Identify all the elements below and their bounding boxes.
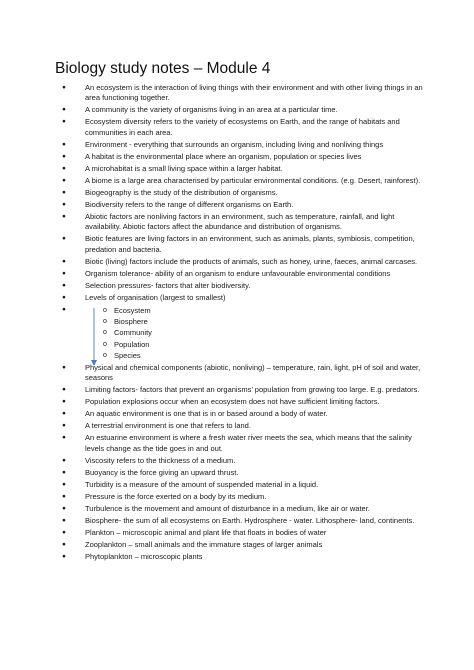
list-item — [85, 140, 423, 150]
level-label: Ecosystem — [114, 305, 151, 315]
sub-bullet: o — [103, 317, 107, 325]
levels-list — [85, 305, 423, 361]
list-item-text: Abiotic factors are nonliving factors in an environment, such as temperature, rainfall, and light availability. Abiotic factors affect the abundance and distribution of organisms. — [85, 211, 395, 232]
level-item — [103, 316, 423, 327]
list-item — [85, 176, 423, 186]
list-item — [85, 468, 423, 478]
list-item — [85, 152, 423, 162]
list-item — [85, 188, 423, 198]
list-item-text: A terrestrial environment is one that refers to land. — [85, 421, 251, 431]
list-item — [85, 83, 423, 104]
list-item-text: Organism tolerance- ability of an organism to endure unfavourable environmental conditions — [85, 268, 391, 278]
list-item-text: Levels of organisation (largest to smallest) — [85, 292, 226, 302]
list-item — [85, 516, 423, 526]
list-item-text: Environment - everything that surrounds an organism, including living and nonliving things — [85, 139, 384, 149]
list-item-text: Turbidity is a measure of the amount of suspended material in a liquid. — [85, 479, 319, 489]
list-item-text: An ecosystem is the interaction of living things with their environment and with other living things in an area functioning together. — [85, 83, 423, 103]
list-item-text: Limiting factors- factors that prevent an organisms’ population from growing too large. E.g. predators. — [85, 385, 420, 395]
list-item-text: Physical and chemical components (abiotic, nonliving) – temperature, rain, light, pH of soil and water, seasons — [85, 362, 421, 383]
list-item-text: Biodiversity refers to the range of different organisms on Earth. — [85, 199, 294, 209]
level-label: Population — [114, 339, 150, 349]
list-item-text: Viscosity refers to the thickness of a medium. — [85, 455, 236, 465]
list-item-text: A habitat is the environmental place where an organism, population or species lives — [85, 151, 362, 161]
list-item — [85, 492, 423, 502]
list-item-text: Ecosystem diversity refers to the variety of ecosystems on Earth, and the range of habitats and communities in each area. — [85, 117, 400, 137]
list-item-text: Buoyancy is the force giving an upward thrust. — [85, 467, 239, 477]
list-item-text: Biosphere- the sum of all ecosystems on Earth. Hydrosphere - water. Lithosphere- land, continents. — [85, 515, 415, 525]
level-item — [103, 339, 423, 350]
page-title: Biology study notes – Module 4 — [55, 60, 271, 77]
list-item-text: Biotic features are living factors in an environment, such as animals, plants, symbiosis, competition, predation and bacteria. — [85, 234, 415, 254]
level-label: Community — [114, 328, 152, 338]
list-item — [85, 456, 423, 466]
list-item — [85, 433, 423, 454]
list-item-text: Selection pressures- factors that alter biodiversity. — [85, 280, 251, 290]
list-item-text: Biogeography is the study of the distribution of organisms. — [85, 187, 278, 197]
down-arrow-icon — [90, 308, 98, 367]
level-item — [103, 305, 423, 316]
list-item — [85, 269, 423, 279]
list-item — [85, 540, 423, 550]
list-item-text: Turbulence is the movement and amount of disturbance in a medium, like air or water. — [85, 503, 370, 513]
list-item — [85, 117, 423, 138]
notes-list — [85, 83, 423, 564]
list-item — [85, 528, 423, 538]
sub-bullet: ● o — [103, 306, 107, 314]
list-item — [85, 504, 423, 514]
list-item-text: A community is the variety of organisms living in an area at a particular time. — [85, 105, 338, 115]
list-item — [85, 212, 423, 233]
list-item-text: Plankton – microscopic animal and plant life that floats in bodies of water — [85, 527, 327, 537]
list-item — [85, 363, 423, 384]
list-item — [85, 257, 423, 267]
level-item — [103, 327, 423, 338]
list-item — [85, 385, 423, 395]
level-label: Biosphere — [114, 316, 148, 326]
list-item — [85, 200, 423, 210]
list-item — [85, 552, 423, 562]
list-item — [85, 409, 423, 419]
level-item — [103, 350, 423, 361]
list-item — [85, 480, 423, 490]
level-label: Species — [114, 350, 141, 360]
list-item — [85, 234, 423, 255]
list-item — [85, 164, 423, 174]
sub-bullet: o — [103, 340, 107, 348]
list-item — [85, 281, 423, 291]
list-item-text: An aquatic environment is one that is in or based around a body of water. — [85, 409, 328, 419]
list-item-text: Zooplankton – small animals and the immature stages of larger animals — [85, 539, 323, 549]
list-item-text: Phytoplankton – microscopic plants — [85, 551, 203, 561]
list-item-text: A biome is a large area characterised by particular environmental conditions. (e.g. Desert, rainforest). — [85, 175, 421, 185]
list-item-text: Population explosions occur when an ecosystem does not have sufficient limiting factors. — [85, 397, 380, 407]
list-item-text: Pressure is the force exerted on a body by its medium. — [85, 491, 267, 501]
list-item-text: Biotic (living) factors include the products of animals, such as honey, urine, faeces, animal carcases. — [85, 256, 418, 266]
list-item-text: An estuarine environment is where a fresh water river meets the sea, which means that the salinity levels change as the tide goes in and out. — [85, 433, 412, 453]
list-item — [85, 421, 423, 431]
sub-bullet: o — [103, 329, 107, 337]
list-item — [85, 293, 423, 303]
levels-block — [85, 305, 423, 361]
list-item — [85, 105, 423, 115]
sub-bullet: o — [103, 351, 107, 359]
list-item-text: A microhabitat is a small living space within a larger habitat. — [85, 163, 283, 173]
list-item — [85, 397, 423, 407]
